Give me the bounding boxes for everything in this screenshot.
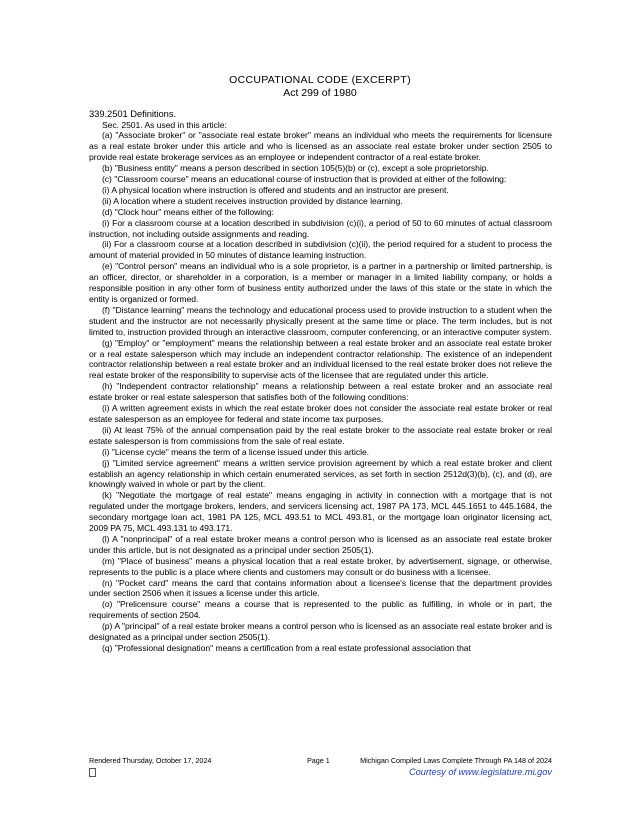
placeholder-glyph-icon <box>89 768 96 777</box>
paragraph: (p) A "principal" of a real estate broker means a control person who is licensed as an associate real estate broker and is designated as a principal under section 2505(1). <box>89 621 552 643</box>
paragraph: (m) "Place of business" means a physical location that a real estate broker, by advertisement, signage, or otherwise, represents to the public is a place where clients and customers may consult or do business with a licensee. <box>89 555 552 577</box>
courtesy-link[interactable]: Courtesy of www.legislature.mi.gov <box>409 767 552 777</box>
section-heading: 339.2501 Definitions. <box>89 108 177 119</box>
paragraph: (i) "License cycle" means the term of a license issued under this article. <box>102 446 370 457</box>
paragraph: (a) "Associate broker" or "associate real estate broker" means an individual who meets the requirements for licensure as a real estate broker under this article and who is licensed as an associate real estate broker under section 2505 to provide real estate brokerage services as an employee or independent contractor of a real estate broker. <box>89 130 552 163</box>
paragraph: (j) "Limited service agreement" means a written service provision agreement by which a real estate broker and client establish an agency relationship in which certain enumerated services, as set forth in section 2512d(3)(b), (c), and (d), are knowingly waived in whole or part by the client. <box>89 457 552 490</box>
paragraph: (ii) At least 75% of the annual compensation paid by the real estate broker to the associate real estate broker or real estate salesperson is from commissions from the sale of real estate. <box>89 424 552 446</box>
paragraph: (k) "Negotiate the mortgage of real estate" means engaging in activity in connection with a mortgage that is not regulated under the mortgage brokers, lenders, and servicers licensing act, 1987 PA 173, MCL 445.1651 to 445.1684, the secondary mortgage loan act, 1981 PA 125, MCL 493.51 to MCL 493.81, or the mortgage loan originator licensing act, 2009 PA 75, MCL 493.131 to 493.171. <box>89 490 552 534</box>
paragraph: (h) "Independent contractor relationship" means a relationship between a real estate broker and an associate real estate broker or real estate salesperson that satisfies both of the following conditions: <box>89 381 552 403</box>
paragraph: (i) For a classroom course at a location described in subdivision (c)(i), a period of 50 to 60 minutes of actual classroom instruction, not including outside assignments and reading. <box>89 217 552 239</box>
paragraph: (b) "Business entity" means a person described in section 105(5)(b) or (c), except a sole proprietorship. <box>102 163 489 174</box>
section-body <box>89 108 552 654</box>
compiled-through: Michigan Compiled Laws Complete Through PA 148 of 2024 <box>360 756 552 765</box>
act-subtitle: Act 299 of 1980 <box>283 87 357 99</box>
paragraph: (n) "Pocket card" means the card that contains information about a licensee's license that the department provides under section 2506 when it issues a license under this article. <box>89 577 552 599</box>
page-number: Page 1 <box>307 756 330 765</box>
paragraph: (g) "Employ" or "employment" means the relationship between a real estate broker and an associate real estate broker or a real estate salesperson which may include an independent contractor relationship. The existence of an independent contractor relationship between a real estate broker and an individual licensed to the real estate broker does not relieve the real estate broker of the responsibility to supervise acts of the licensee that are regulated under this article. <box>89 337 552 381</box>
paragraph: (ii) For a classroom course at a location described in subdivision (c)(ii), the period required for a student to process the amount of material provided in 50 minutes of distance learning instruction. <box>89 239 552 261</box>
paragraph: (f) "Distance learning" means the technology and educational process used to provide instruction to a student when the student and the instructor are not necessarily physically present at the same time or place. The term includes, but is not limited to, instruction provided through an interactive classroom, computer conferencing, or an interactive computer system. <box>89 304 552 337</box>
paragraph: Sec. 2501. As used in this article: <box>102 119 227 130</box>
page-footer <box>89 756 552 766</box>
paragraph: (q) "Professional designation" means a certification from a real estate professional association that <box>102 643 471 653</box>
paragraph: (l) A "nonprincipal" of a real estate broker means a control person who is licensed as an associate real estate broker under this article, but is not designated as a principal under section 2505(1). <box>89 533 552 555</box>
paragraph: (ii) A location where a student receives instruction provided by distance learning. <box>102 195 403 206</box>
paragraph: (d) "Clock hour" means either of the following: <box>102 206 274 217</box>
document-title: OCCUPATIONAL CODE (EXCERPT) <box>229 74 411 86</box>
paragraph: (e) "Control person" means an individual who is a sole proprietor, is a partner in a partnership or limited partnership, is an officer, director, or shareholder in a corporation, is a member or manager in a limited liability company, or holds a responsible position in any other form of business entity authorized under the laws of this state or the state in which the entity is organized or formed. <box>89 261 552 304</box>
rendered-date: Rendered Thursday, October 17, 2024 <box>89 756 212 765</box>
paragraph: (o) "Prelicensure course" means a course that is represented to the public as fulfilling, in whole or in part, the requirements of section 2504. <box>89 599 552 621</box>
paragraph: (c) "Classroom course" means an educational course of instruction that is provided at either of the following: <box>102 174 507 185</box>
paragraph: (i) A written agreement exists in which the real estate broker does not consider the associate real estate broker or real estate salesperson as an employee for federal and state income tax purposes. <box>89 403 552 424</box>
paragraph: (i) A physical location where instruction is offered and students and an instructor are present. <box>102 184 449 195</box>
